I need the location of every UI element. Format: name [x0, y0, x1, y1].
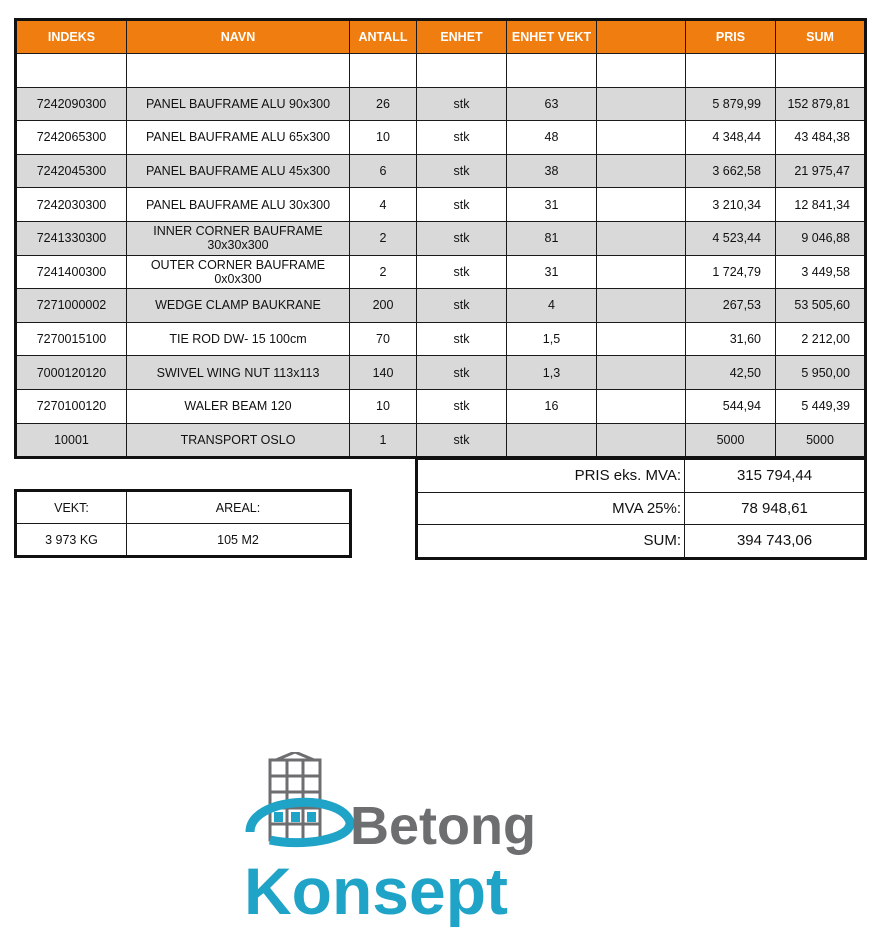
- blank-row: [16, 54, 866, 88]
- cell-indeks: 7242090300: [16, 87, 127, 121]
- cell-sum: 2 212,00: [776, 322, 866, 356]
- cell-navn: WEDGE CLAMP BAUKRANE: [127, 289, 350, 323]
- table-cell: [16, 54, 127, 88]
- table-cell: [686, 54, 776, 88]
- cell-navn: TRANSPORT OSLO: [127, 423, 350, 458]
- cell-navn: PANEL BAUFRAME ALU 90x300: [127, 87, 350, 121]
- cell-antall: 6: [350, 154, 417, 188]
- price-ex-vat-label: PRIS eks. MVA:: [417, 459, 685, 493]
- cell-navn: PANEL BAUFRAME ALU 65x300: [127, 121, 350, 155]
- cell-navn: OUTER CORNER BAUFRAME 0x0x300: [127, 255, 350, 289]
- cell-navn: PANEL BAUFRAME ALU 30x300: [127, 188, 350, 222]
- weight-area-table: [14, 489, 352, 558]
- cell-pris: 1 724,79: [686, 255, 776, 289]
- cell-pris: 3 662,58: [686, 154, 776, 188]
- cell-blank: [597, 221, 686, 255]
- cell-enhet-vekt: 1,3: [507, 356, 597, 390]
- cell-pris: 267,53: [686, 289, 776, 323]
- cell-enhet: stk: [417, 322, 507, 356]
- cell-enhet: stk: [417, 356, 507, 390]
- table-row: [16, 322, 866, 356]
- cell-indeks: 10001: [16, 423, 127, 458]
- table-cell: [127, 54, 350, 88]
- building-icon: [270, 752, 320, 840]
- table-row: [16, 221, 866, 255]
- cell-pris: 42,50: [686, 356, 776, 390]
- column-header-indeks: INDEKS: [16, 20, 127, 54]
- cell-indeks: 7242065300: [16, 121, 127, 155]
- cell-enhet-vekt: 31: [507, 255, 597, 289]
- cell-antall: 200: [350, 289, 417, 323]
- cell-sum: 53 505,60: [776, 289, 866, 323]
- sum-label: SUM:: [417, 525, 685, 559]
- cell-antall: 2: [350, 221, 417, 255]
- cell-blank: [597, 87, 686, 121]
- cell-enhet: stk: [417, 154, 507, 188]
- weight-value: 3 973 KG: [16, 524, 127, 557]
- cell-pris: 31,60: [686, 322, 776, 356]
- cell-antall: 10: [350, 389, 417, 423]
- column-header-antall: ANTALL: [350, 20, 417, 54]
- cell-enhet: stk: [417, 121, 507, 155]
- column-header-sum: SUM: [776, 20, 866, 54]
- cell-sum: 5 950,00: [776, 356, 866, 390]
- cell-navn: PANEL BAUFRAME ALU 45x300: [127, 154, 350, 188]
- table-cell: [350, 54, 417, 88]
- cell-enhet-vekt: 48: [507, 121, 597, 155]
- table-row: [16, 87, 866, 121]
- area-value: 105 M2: [127, 524, 351, 557]
- summary-value-row: [16, 524, 351, 557]
- table-row: [16, 289, 866, 323]
- column-header-enhet-vekt: ENHET VEKT: [507, 20, 597, 54]
- cell-antall: 26: [350, 87, 417, 121]
- cell-enhet-vekt: 63: [507, 87, 597, 121]
- cell-indeks: 7000120120: [16, 356, 127, 390]
- totals-row: [417, 459, 866, 493]
- table-cell: [417, 54, 507, 88]
- cell-sum: 12 841,34: [776, 188, 866, 222]
- table-row: [16, 121, 866, 155]
- cell-navn: WALER BEAM 120: [127, 389, 350, 423]
- cell-blank: [597, 322, 686, 356]
- cell-enhet: stk: [417, 188, 507, 222]
- cell-blank: [597, 289, 686, 323]
- summary-label-row: [16, 491, 351, 524]
- cell-enhet: stk: [417, 221, 507, 255]
- cell-sum: 152 879,81: [776, 87, 866, 121]
- column-header-navn: NAVN: [127, 20, 350, 54]
- logo-word-betong: Betong: [350, 796, 536, 856]
- item-table: [14, 18, 867, 459]
- logo-word-konsept: Konsept: [244, 854, 508, 927]
- table-row: [16, 188, 866, 222]
- cell-antall: 10: [350, 121, 417, 155]
- cell-indeks: 7241400300: [16, 255, 127, 289]
- cell-indeks: 7242045300: [16, 154, 127, 188]
- cell-navn: SWIVEL WING NUT 113x113: [127, 356, 350, 390]
- cell-enhet-vekt: 38: [507, 154, 597, 188]
- cell-indeks: 7241330300: [16, 221, 127, 255]
- cell-sum: 5000: [776, 423, 866, 458]
- table-row: [16, 423, 866, 458]
- cell-blank: [597, 154, 686, 188]
- table-cell: [776, 54, 866, 88]
- cell-antall: 70: [350, 322, 417, 356]
- cell-pris: 5000: [686, 423, 776, 458]
- price-ex-vat-value: 315 794,44: [685, 459, 866, 493]
- cell-blank: [597, 389, 686, 423]
- table-cell: [597, 54, 686, 88]
- cell-enhet-vekt: 81: [507, 221, 597, 255]
- cell-indeks: 7271000002: [16, 289, 127, 323]
- vat-label: MVA 25%:: [417, 492, 685, 525]
- cell-navn: INNER CORNER BAUFRAME 30x30x300: [127, 221, 350, 255]
- table-row: [16, 356, 866, 390]
- weight-label: VEKT:: [16, 491, 127, 524]
- cell-enhet: stk: [417, 289, 507, 323]
- column-header-pris: PRIS: [686, 20, 776, 54]
- cell-blank: [597, 188, 686, 222]
- table-cell: [507, 54, 597, 88]
- cell-enhet-vekt: 4: [507, 289, 597, 323]
- cell-blank: [597, 356, 686, 390]
- column-header-enhet: ENHET: [417, 20, 507, 54]
- cell-enhet: stk: [417, 255, 507, 289]
- cell-pris: 3 210,34: [686, 188, 776, 222]
- cell-sum: 3 449,58: [776, 255, 866, 289]
- cell-pris: 4 348,44: [686, 121, 776, 155]
- cell-sum: 5 449,39: [776, 389, 866, 423]
- column-header-blank: [597, 20, 686, 54]
- company-logo: [240, 752, 580, 927]
- cell-enhet: stk: [417, 87, 507, 121]
- cell-antall: 1: [350, 423, 417, 458]
- cell-blank: [597, 121, 686, 155]
- cell-blank: [597, 255, 686, 289]
- cell-enhet-vekt: 31: [507, 188, 597, 222]
- cell-sum: 43 484,38: [776, 121, 866, 155]
- cell-antall: 4: [350, 188, 417, 222]
- sum-value: 394 743,06: [685, 525, 866, 559]
- cell-pris: 5 879,99: [686, 87, 776, 121]
- cell-indeks: 7270100120: [16, 389, 127, 423]
- cell-pris: 544,94: [686, 389, 776, 423]
- cell-enhet: stk: [417, 389, 507, 423]
- table-row: [16, 389, 866, 423]
- cell-blank: [597, 423, 686, 458]
- cell-pris: 4 523,44: [686, 221, 776, 255]
- cell-enhet-vekt: 16: [507, 389, 597, 423]
- area-label: AREAL:: [127, 491, 351, 524]
- cell-antall: 2: [350, 255, 417, 289]
- cell-indeks: 7270015100: [16, 322, 127, 356]
- cell-indeks: 7242030300: [16, 188, 127, 222]
- totals-row: [417, 492, 866, 525]
- cell-navn: TIE ROD DW- 15 100cm: [127, 322, 350, 356]
- header-row: [16, 20, 866, 54]
- cell-enhet: stk: [417, 423, 507, 458]
- table-row: [16, 255, 866, 289]
- cell-enhet-vekt: 1,5: [507, 322, 597, 356]
- table-row: [16, 154, 866, 188]
- cell-antall: 140: [350, 356, 417, 390]
- vat-value: 78 948,61: [685, 492, 866, 525]
- cell-sum: 9 046,88: [776, 221, 866, 255]
- totals-table: [415, 457, 867, 560]
- cell-sum: 21 975,47: [776, 154, 866, 188]
- totals-row: [417, 525, 866, 559]
- cell-enhet-vekt: [507, 423, 597, 458]
